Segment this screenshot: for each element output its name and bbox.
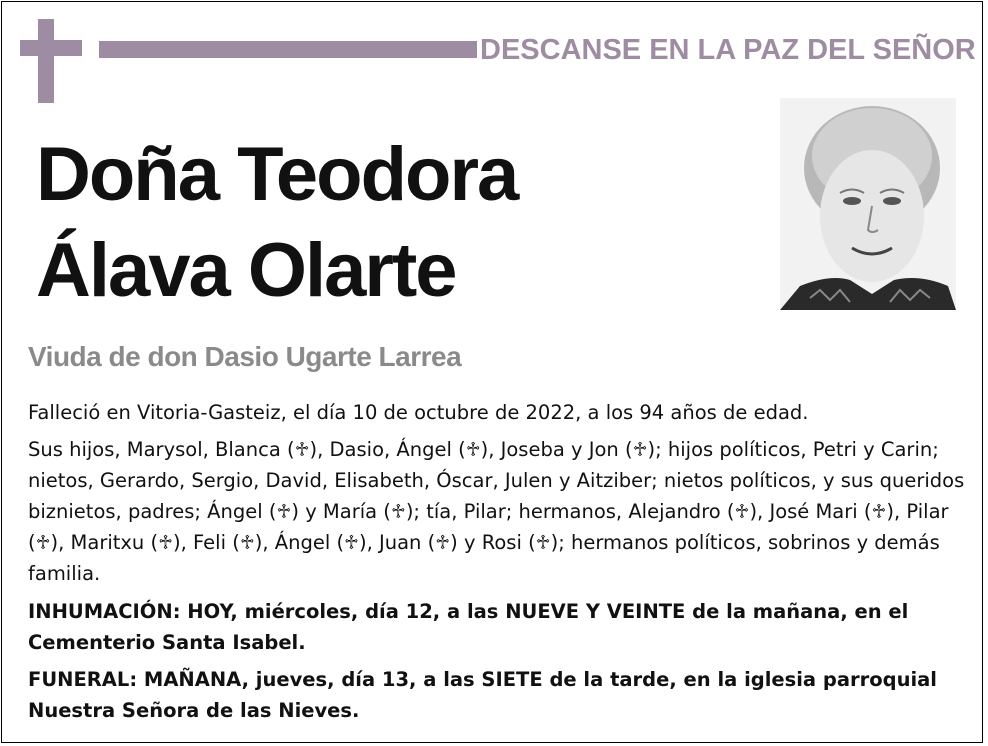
funeral-info: FUNERAL: MAÑANA, jueves, día 13, a las SIETE de la tarde, en la iglesia parroquial Nuestra Señora de las Nieves. (28, 668, 937, 722)
burial-info: INHUMACIÓN: HOY, miércoles, día 12, a las NUEVE Y VEINTE de la mañana, en el Cementerio Santa Isabel. (28, 600, 909, 654)
header-rule (99, 41, 477, 58)
cross-icon (38, 19, 54, 103)
header-title: DESCANSE EN LA PAZ DEL SEÑOR (480, 34, 976, 66)
deceased-name-line2: Álava Olarte (36, 228, 456, 313)
deceased-name-line1: Doña Teodora (36, 132, 518, 217)
portrait-illustration (780, 98, 956, 310)
death-notice: Falleció en Vitoria-Gasteiz, el día 10 de octubre de 2022, a los 94 años de edad. (28, 401, 809, 424)
obituary-card (1, 1, 983, 743)
portrait-photo (780, 98, 956, 310)
widow-subtitle: Viuda de don Dasio Ugarte Larrea (28, 341, 462, 372)
cross-icon-bar (20, 40, 82, 56)
family-list: Sus hijos, Marysol, Blanca (♱), Dasio, Ángel (♱), Joseba y Jon (♱); hijos políticos, Petri y Carin; nietos, Gerardo, Sergio, David, Elisabeth, Óscar, Julen y Aitziber; nietos políticos, y sus queridos biznietos, padres; Ángel (♱) y María (♱); tía, Pilar; hermanos, Alejandro (♱), José Mari (♱), Pilar (♱), Maritxu (♱), Feli (♱), Ángel (♱), Juan (♱) y Rosi (♱); hermanos políticos, sobrinos y demás familia. (28, 438, 965, 585)
